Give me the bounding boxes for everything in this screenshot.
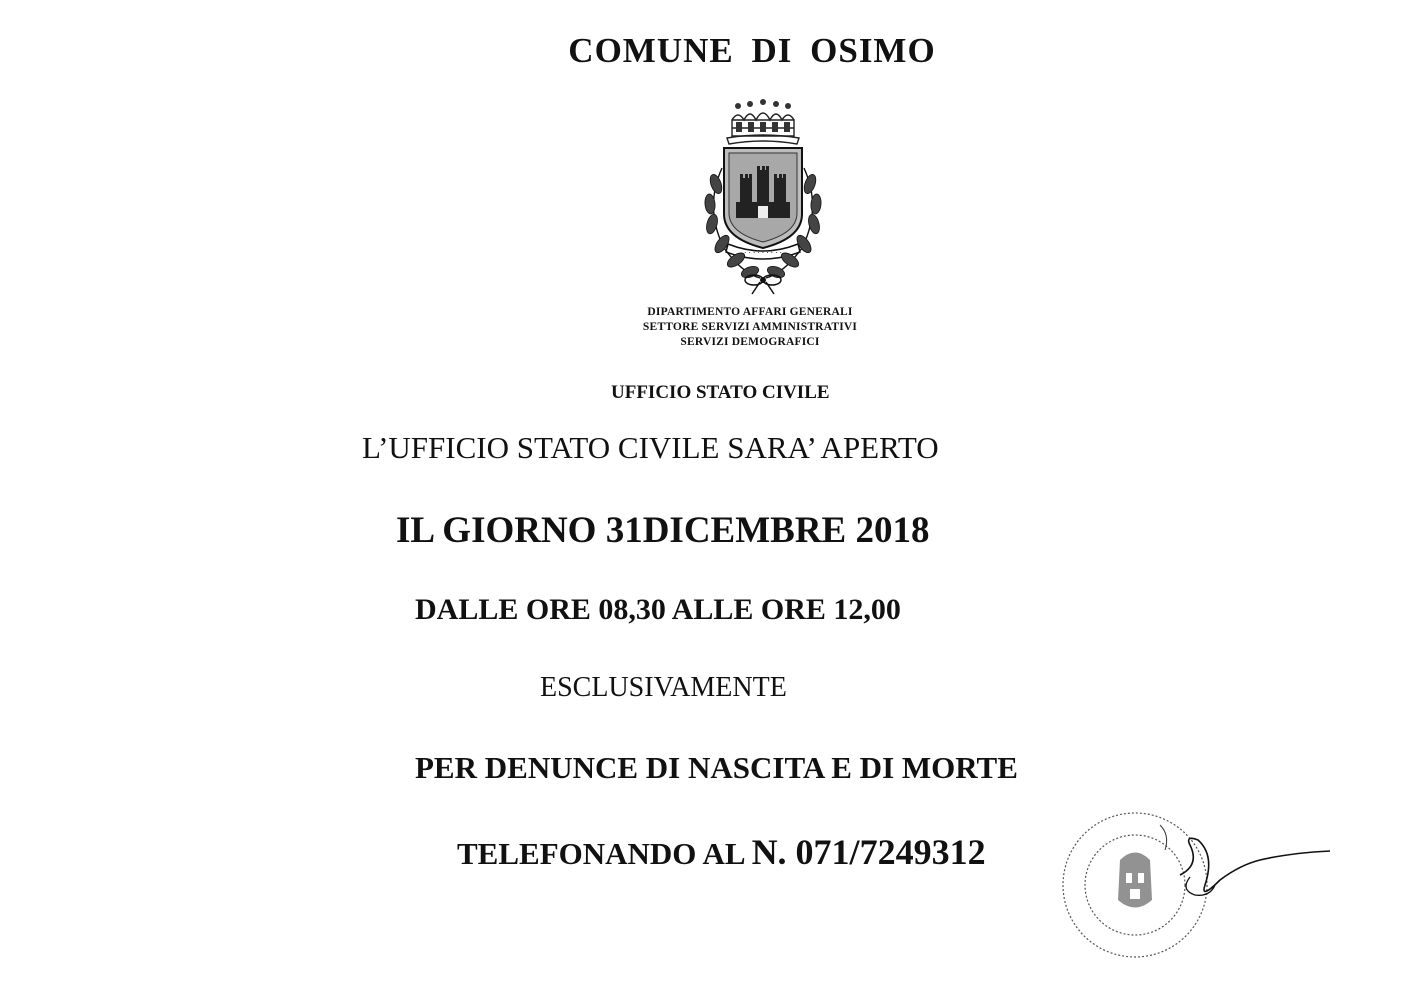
- exclusively-label: ESCLUSIVAMENTE: [540, 672, 787, 703]
- opening-date: IL GIORNO 31DICEMBRE 2018: [396, 510, 930, 551]
- services-line: SERVIZI DEMOGRAFICI: [680, 336, 820, 348]
- phone-line: [457, 834, 986, 870]
- phone-number: N. 071/7249312: [751, 832, 986, 872]
- sector-line: SETTORE SERVIZI AMMINISTRATIVI: [642, 321, 858, 333]
- municipality-title: COMUNE DI OSIMO: [568, 31, 936, 70]
- office-heading: UFFICIO STATO CIVILE: [611, 382, 830, 403]
- opening-hours: DALLE ORE 08,30 ALLE ORE 12,00: [415, 593, 901, 626]
- department-block: [600, 305, 900, 350]
- phone-prefix: TELEFONANDO AL: [457, 836, 752, 871]
- svg-text:· · · · · · · · ·: · · · · · · · · ·: [744, 249, 782, 257]
- crest-icon: [694, 98, 832, 296]
- department-line: DIPARTIMENTO AFFARI GENERALI: [647, 306, 853, 318]
- purpose-line: PER DENUNCE DI NASCITA E DI MORTE: [415, 750, 1018, 785]
- opening-statement: L’UFFICIO STATO CIVILE SARA’ APERTO: [362, 430, 939, 465]
- stamp-icon: [1040, 805, 1340, 975]
